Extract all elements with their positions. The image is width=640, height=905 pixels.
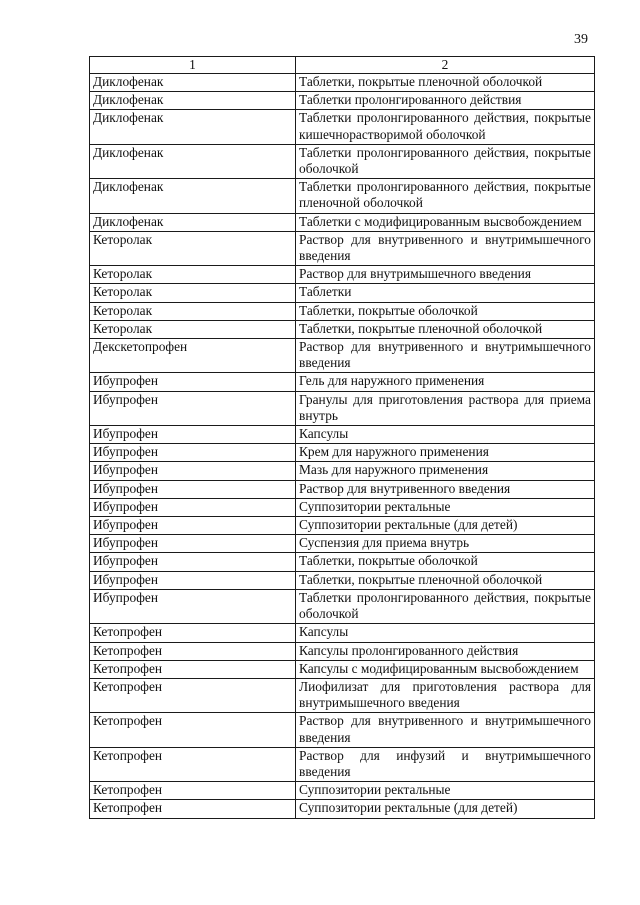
table-row — [90, 782, 595, 800]
dosage-form-cell: Лиофилизат для приготовления раствора для внутримышечного введения — [296, 678, 595, 712]
table-row — [90, 110, 595, 144]
substance-name-cell: Ибупрофен — [90, 391, 296, 425]
table-row — [90, 571, 595, 589]
dosage-form-cell: Таблетки, покрытые пленочной оболочкой — [296, 74, 595, 92]
dosage-form-cell: Раствор для внутривенного и внутримышечного введения — [296, 339, 595, 373]
substance-name-cell: Ибупрофен — [90, 462, 296, 480]
substance-name-cell: Ибупрофен — [90, 426, 296, 444]
substance-name-cell: Диклофенак — [90, 110, 296, 144]
substance-name-cell: Кетопрофен — [90, 660, 296, 678]
substance-name-cell: Диклофенак — [90, 92, 296, 110]
table-body — [90, 74, 595, 819]
substance-name-cell: Ибупрофен — [90, 373, 296, 391]
substance-name-cell: Кетопрофен — [90, 624, 296, 642]
table-row — [90, 213, 595, 231]
dosage-form-cell: Суппозитории ректальные — [296, 498, 595, 516]
dosage-form-cell: Таблетки с модифицированным высвобождением — [296, 213, 595, 231]
dosage-form-cell: Гранулы для приготовления раствора для приема внутрь — [296, 391, 595, 425]
dosage-form-cell: Таблетки, покрытые пленочной оболочкой — [296, 571, 595, 589]
table-row — [90, 535, 595, 553]
table-row — [90, 426, 595, 444]
substance-name-cell: Диклофенак — [90, 74, 296, 92]
table-row — [90, 74, 595, 92]
dosage-form-cell: Капсулы — [296, 624, 595, 642]
dosage-form-cell: Капсулы с модифицированным высвобождением — [296, 660, 595, 678]
table-row — [90, 320, 595, 338]
substance-name-cell: Кетопрофен — [90, 782, 296, 800]
table-row — [90, 144, 595, 178]
table-row — [90, 678, 595, 712]
dosage-form-cell: Суппозитории ректальные (для детей) — [296, 517, 595, 535]
table-row — [90, 800, 595, 818]
substance-name-cell: Кетопрофен — [90, 800, 296, 818]
substance-name-cell: Ибупрофен — [90, 553, 296, 571]
table-header-row — [90, 57, 595, 74]
dosage-form-cell: Крем для наружного применения — [296, 444, 595, 462]
table-row — [90, 553, 595, 571]
dosage-form-cell: Раствор для внутримышечного введения — [296, 266, 595, 284]
dosage-form-cell: Таблетки пролонгированного действия, покрытые кишечнорастворимой оболочкой — [296, 110, 595, 144]
table-row — [90, 480, 595, 498]
table-row — [90, 747, 595, 781]
table-row — [90, 660, 595, 678]
substance-name-cell: Ибупрофен — [90, 498, 296, 516]
substance-name-cell: Ибупрофен — [90, 480, 296, 498]
table-row — [90, 517, 595, 535]
column-header-2: 2 — [296, 57, 595, 74]
substance-name-cell: Кеторолак — [90, 231, 296, 265]
table-row — [90, 624, 595, 642]
dosage-form-cell: Раствор для внутривенного и внутримышечного введения — [296, 231, 595, 265]
substance-name-cell: Диклофенак — [90, 179, 296, 213]
substance-name-cell: Ибупрофен — [90, 535, 296, 553]
table-row — [90, 231, 595, 265]
substance-name-cell: Ибупрофен — [90, 589, 296, 623]
drug-forms-table — [89, 56, 595, 819]
page-number: 39 — [574, 32, 588, 47]
table-row — [90, 179, 595, 213]
dosage-form-cell: Таблетки пролонгированного действия, покрытые пленочной оболочкой — [296, 179, 595, 213]
table-row — [90, 391, 595, 425]
dosage-form-cell: Таблетки, покрытые пленочной оболочкой — [296, 320, 595, 338]
dosage-form-cell: Раствор для внутривенного и внутримышечного введения — [296, 713, 595, 747]
substance-name-cell: Кеторолак — [90, 302, 296, 320]
table-row — [90, 498, 595, 516]
substance-name-cell: Кетопрофен — [90, 642, 296, 660]
substance-name-cell: Кеторолак — [90, 266, 296, 284]
dosage-form-cell: Таблетки пролонгированного действия — [296, 92, 595, 110]
dosage-form-cell: Раствор для инфузий и внутримышечного введения — [296, 747, 595, 781]
substance-name-cell: Кетопрофен — [90, 747, 296, 781]
column-header-1: 1 — [90, 57, 296, 74]
dosage-form-cell: Капсулы пролонгированного действия — [296, 642, 595, 660]
substance-name-cell: Кетопрофен — [90, 678, 296, 712]
table-row — [90, 713, 595, 747]
substance-name-cell: Кетопрофен — [90, 713, 296, 747]
substance-name-cell: Ибупрофен — [90, 444, 296, 462]
substance-name-cell: Кеторолак — [90, 320, 296, 338]
dosage-form-cell: Таблетки, покрытые оболочкой — [296, 553, 595, 571]
table-row — [90, 92, 595, 110]
dosage-form-cell: Таблетки пролонгированного действия, покрытые оболочкой — [296, 589, 595, 623]
substance-name-cell: Ибупрофен — [90, 571, 296, 589]
table-row — [90, 284, 595, 302]
table-row — [90, 302, 595, 320]
dosage-form-cell: Суппозитории ректальные — [296, 782, 595, 800]
dosage-form-cell: Суспензия для приема внутрь — [296, 535, 595, 553]
table-row — [90, 444, 595, 462]
dosage-form-cell: Таблетки — [296, 284, 595, 302]
table-row — [90, 373, 595, 391]
table-row — [90, 339, 595, 373]
table-row — [90, 266, 595, 284]
dosage-form-cell: Таблетки, покрытые оболочкой — [296, 302, 595, 320]
substance-name-cell: Кеторолак — [90, 284, 296, 302]
substance-name-cell: Диклофенак — [90, 144, 296, 178]
dosage-form-cell: Мазь для наружного применения — [296, 462, 595, 480]
dosage-form-cell: Раствор для внутривенного введения — [296, 480, 595, 498]
dosage-form-cell: Суппозитории ректальные (для детей) — [296, 800, 595, 818]
substance-name-cell: Диклофенак — [90, 213, 296, 231]
substance-name-cell: Декскетопрофен — [90, 339, 296, 373]
dosage-form-cell: Таблетки пролонгированного действия, покрытые оболочкой — [296, 144, 595, 178]
dosage-form-cell: Капсулы — [296, 426, 595, 444]
dosage-form-cell: Гель для наружного применения — [296, 373, 595, 391]
table-row — [90, 642, 595, 660]
substance-name-cell: Ибупрофен — [90, 517, 296, 535]
table-row — [90, 589, 595, 623]
table-row — [90, 462, 595, 480]
